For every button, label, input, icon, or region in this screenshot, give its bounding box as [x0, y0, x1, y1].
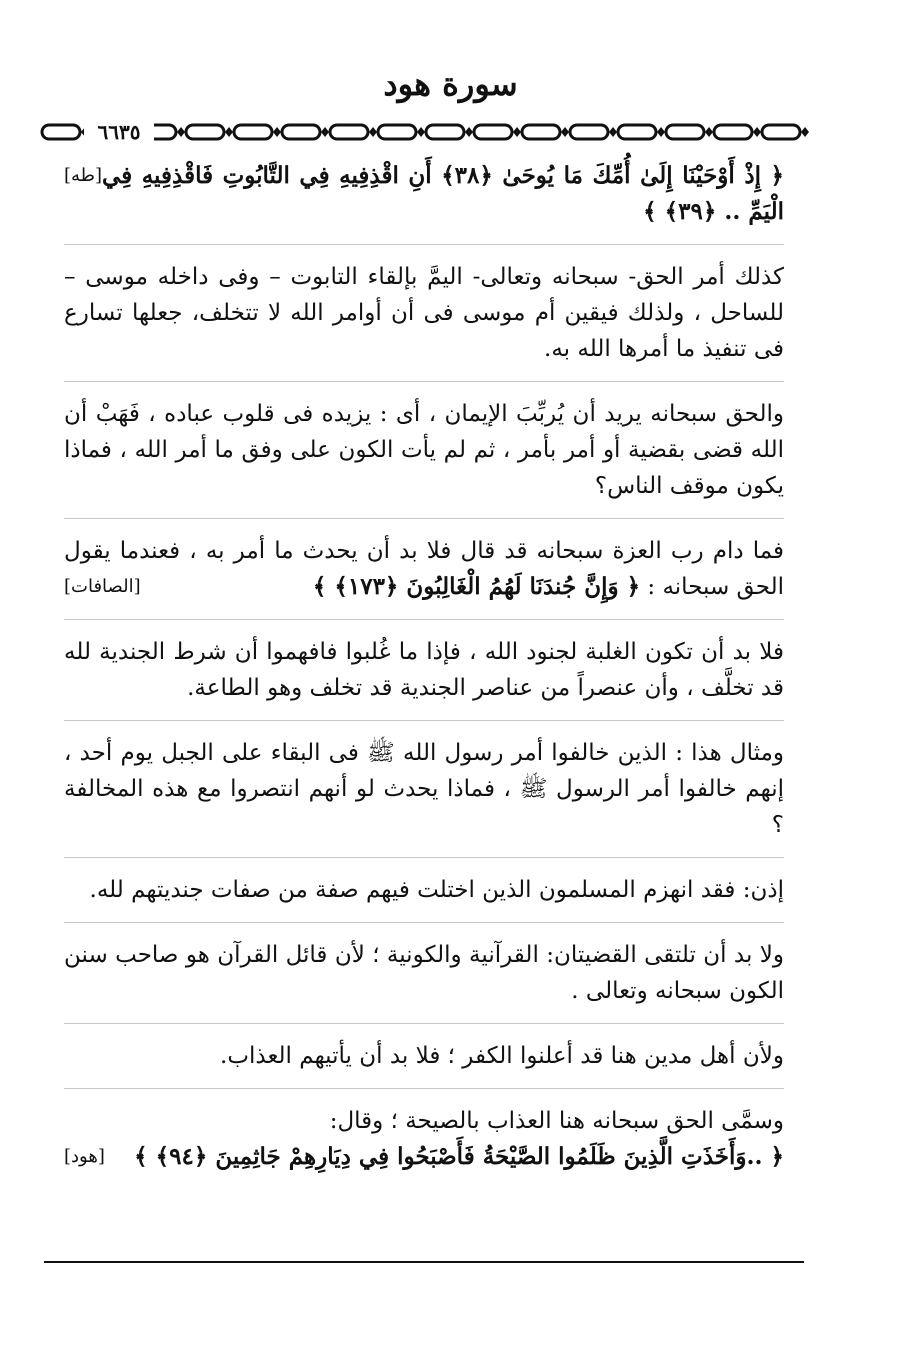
- paragraph-with-quote: [64, 518, 784, 619]
- page-body: [64, 158, 784, 1189]
- quran-quote: [64, 158, 784, 244]
- border-diamond: [705, 127, 713, 137]
- paragraph: ولأن أهل مدين هنا قد أعلنوا الكفر ؛ فلا بد أن يأتيهم العذاب.: [64, 1023, 784, 1088]
- surah-title: سورة هود: [383, 65, 518, 103]
- paragraph: إذن: فقد انهزم المسلمون الذين اختلت فيهم صفة من صفات جنديتهم لله.: [64, 857, 784, 922]
- border-diamond: [465, 127, 473, 137]
- paragraph-text: فما دام رب العزة سبحانه قد قال فلا بد أن يحدث ما أمر به ، فعندما يقول الحق سبحانه :: [64, 538, 784, 600]
- ayah-text: ﴿ ..وَأَخَذَتِ الَّذِينَ ظَلَمُوا الصَّيْحَةُ فَأَصْبَحُوا فِي دِيَارِهِمْ جَاثِمِينَ ﴿٩٤﴾ ﴾: [134, 1143, 784, 1170]
- page-number: ٦٦٣٥: [84, 118, 154, 146]
- paragraph: والحق سبحانه يريد أن يُربِّبَ الإيمان ، أى : يزيده فى قلوب عباده ، فَهَبْ أن الله قضى بقضية أو أمر بأمر ، ثم لم يأت الكون على وفق ما أمر الله ، فماذا يكون موقف الناس؟: [64, 381, 784, 518]
- quote-source: [طه]: [64, 165, 103, 186]
- border-diamond: [369, 127, 377, 137]
- border-link: [474, 125, 512, 139]
- border-link: [330, 125, 368, 139]
- border-diamond: [417, 127, 425, 137]
- border-link: [378, 125, 416, 139]
- paragraph: ومثال هذا : الذين خالفوا أمر رسول الله ﷺ فى البقاء على الجبل يوم أحد ، إنهم خالفوا أمر الرسول ﷺ ، فماذا يحدث لو أنهم انتصروا مع هذه المخالفة ؟: [64, 720, 784, 857]
- border-diamond: [177, 127, 185, 137]
- border-link: [522, 125, 560, 139]
- border-link: [714, 125, 752, 139]
- border-diamond: [609, 127, 617, 137]
- border-link: [426, 125, 464, 139]
- quote-source: [هود]: [64, 1146, 105, 1167]
- border-link: [42, 125, 80, 139]
- paragraph-text: وسمَّى الحق سبحانه هنا العذاب بالصيحة ؛ وقال:: [329, 1108, 784, 1134]
- border-diamond: [561, 127, 569, 137]
- paragraph: كذلك أمر الحق- سبحانه وتعالى- اليمَّ بإلقاء التابوت – وفى داخله موسى – للساحل ، ولذلك فيقين أم موسى فى أن أوامر الله لا تتخلف، جعلها تسارع فى تنفيذ ما أمرها الله به.: [64, 244, 784, 381]
- border-diamond: [273, 127, 281, 137]
- border-diamond: [801, 127, 809, 137]
- paragraph-with-quote: [64, 1088, 784, 1189]
- quote-source: [الصافات]: [64, 576, 141, 597]
- paragraph: ولا بد أن تلتقى القضيتان: القرآنية والكونية ؛ لأن قائل القرآن هو صاحب سنن الكون سبحانه وتعالى .: [64, 922, 784, 1023]
- border-link: [762, 125, 800, 139]
- border-link: [282, 125, 320, 139]
- paragraph: فلا بد أن تكون الغلبة لجنود الله ، فإذا ما غُلبوا فافهموا أن شرط الجندية لله قد تخلَّف ، وأن عنصراً من عناصر الجندية قد تخلف وهو الطاعة.: [64, 619, 784, 720]
- border-link: [618, 125, 656, 139]
- border-diamond: [657, 127, 665, 137]
- border-link: [186, 125, 224, 139]
- ayah-text: ﴿ إِذْ أَوْحَيْنَا إِلَىٰ أُمِّكَ مَا يُوحَىٰ ﴿٣٨﴾ أَنِ اقْذِفِيهِ فِي التَّابُوتِ فَاقْذِفِيهِ فِي الْيَمِّ .. ﴿٣٩﴾ ﴾: [102, 162, 784, 225]
- ayah-text: ﴿ وَإِنَّ جُندَنَا لَهُمُ الْغَالِبُونَ ﴿١٧٣﴾ ﴾: [312, 573, 641, 600]
- border-diamond: [753, 127, 761, 137]
- border-diamond: [321, 127, 329, 137]
- border-diamond: [225, 127, 233, 137]
- border-diamond: [513, 127, 521, 137]
- border-link: [666, 125, 704, 139]
- bottom-rule: [44, 1261, 804, 1263]
- border-link: [570, 125, 608, 139]
- decorative-border: [40, 120, 810, 144]
- border-link: [234, 125, 272, 139]
